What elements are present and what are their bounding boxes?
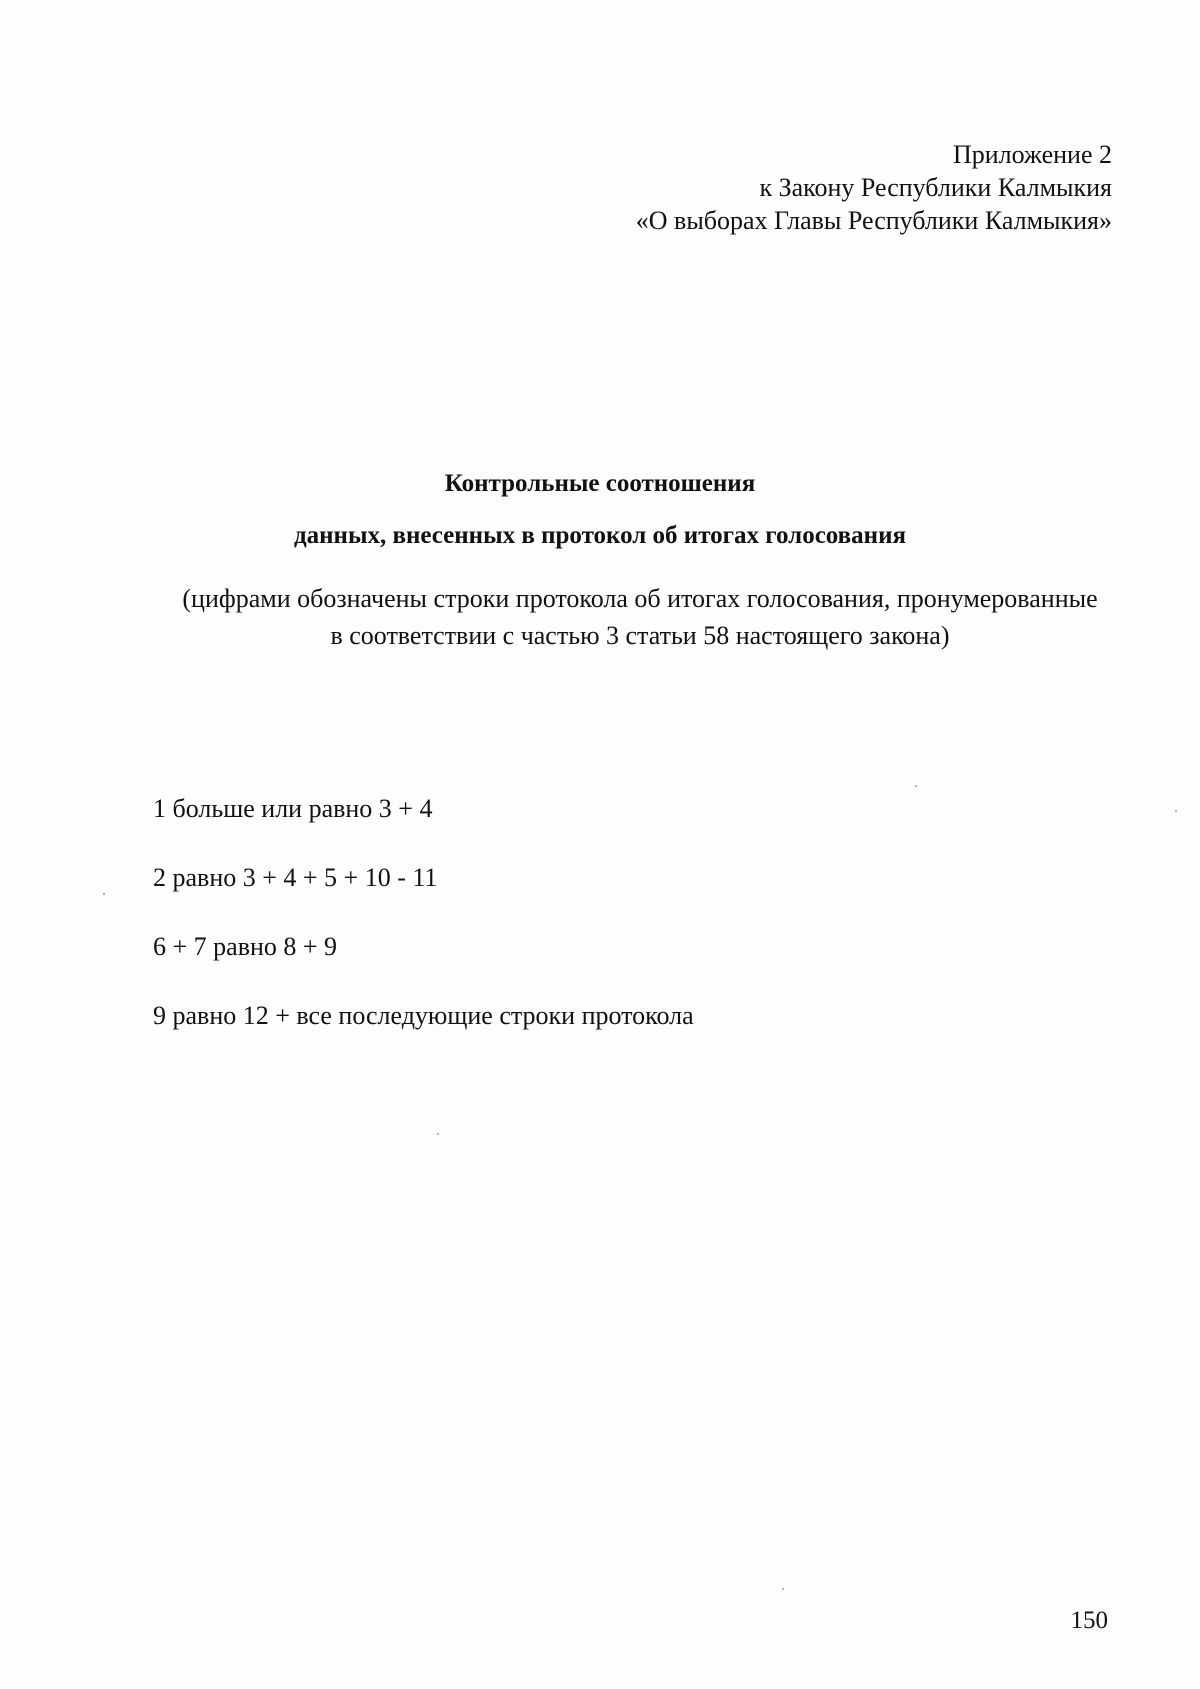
scan-speck bbox=[437, 1133, 439, 1135]
title-line-1: Контрольные соотношения bbox=[444, 470, 756, 497]
control-ratios-list bbox=[153, 793, 694, 1069]
scan-speck bbox=[1175, 810, 1177, 812]
scan-speck bbox=[782, 1588, 784, 1590]
title-line-2: данных, внесенных в протокол об итогах голосования bbox=[294, 522, 906, 549]
ratio-item: 2 равно 3 + 4 + 5 + 10 - 11 bbox=[153, 863, 438, 892]
subtitle-line-2: в соответствии с частью 3 статьи 58 настоящего закона) bbox=[330, 621, 950, 650]
scan-speck bbox=[915, 785, 917, 787]
document-subtitle bbox=[140, 580, 1140, 654]
page-number: 150 bbox=[1070, 1607, 1108, 1634]
appendix-header bbox=[636, 138, 1112, 237]
scan-speck bbox=[103, 893, 105, 895]
appendix-law-title: «О выборах Главы Республики Калмыкия» bbox=[635, 206, 1112, 235]
appendix-law-reference: к Закону Республики Калмыкия bbox=[759, 173, 1112, 202]
ratio-item: 9 равно 12 + все последующие строки протокола bbox=[153, 1001, 694, 1030]
document-title bbox=[0, 468, 1200, 552]
ratio-item: 6 + 7 равно 8 + 9 bbox=[153, 932, 338, 961]
subtitle-line-1: (цифрами обозначены строки протокола об итогах голосования, пронумерованные bbox=[182, 584, 1098, 613]
appendix-number: Приложение 2 bbox=[952, 140, 1112, 169]
ratio-item: 1 больше или равно 3 + 4 bbox=[153, 794, 433, 823]
